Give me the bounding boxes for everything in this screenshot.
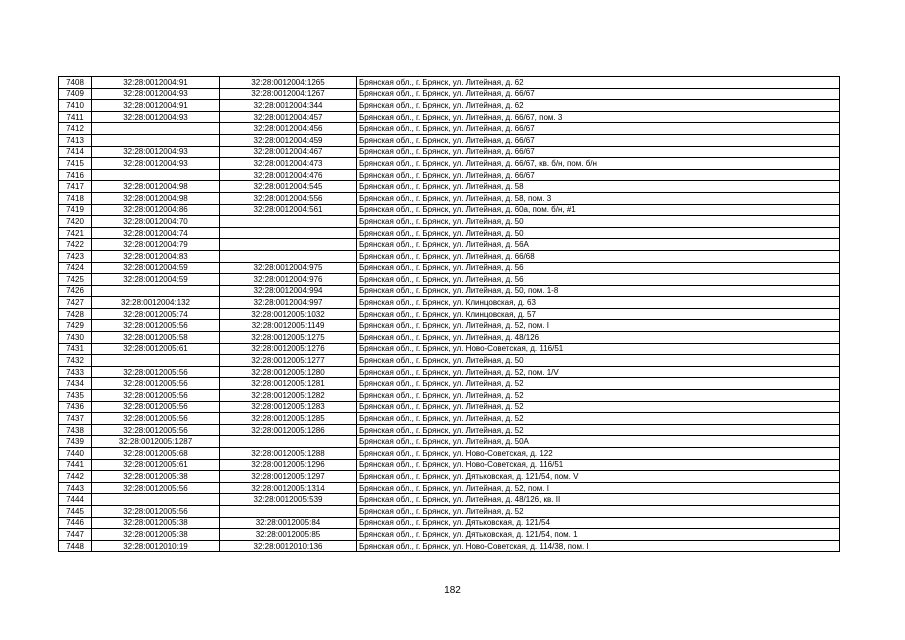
object-cadastral-number-cell: 32:28:0012005:85 xyxy=(220,529,357,541)
cadastral-number-cell: 32:28:0012005:56 xyxy=(92,366,220,378)
table-row xyxy=(59,308,840,320)
address-cell: Брянская обл., г. Брянск, ул. Литейная, д. 52 xyxy=(357,401,840,413)
address-cell: Брянская обл., г. Брянск, ул. Литейная, д. 48/126 xyxy=(357,332,840,344)
table-row xyxy=(59,100,840,112)
row-number-cell: 7437 xyxy=(59,413,92,425)
object-cadastral-number-cell xyxy=(220,436,357,448)
table-row xyxy=(59,355,840,367)
table-row xyxy=(59,123,840,135)
cadastral-number-cell xyxy=(92,169,220,181)
table-row xyxy=(59,227,840,239)
row-number-cell: 7436 xyxy=(59,401,92,413)
cadastral-number-cell: 32:28:0012004:59 xyxy=(92,274,220,286)
row-number-cell: 7411 xyxy=(59,111,92,123)
object-cadastral-number-cell: 32:28:0012005:539 xyxy=(220,494,357,506)
address-cell: Брянская обл., г. Брянск, ул. Литейная, д. 66/67, кв. б/н, пом. б/н xyxy=(357,158,840,170)
table-row xyxy=(59,529,840,541)
address-cell: Брянская обл., г. Брянск, ул. Ново-Советская, д. 114/38, пом. I xyxy=(357,540,840,552)
object-cadastral-number-cell: 32:28:0012005:1277 xyxy=(220,355,357,367)
object-cadastral-number-cell: 32:28:0012005:1280 xyxy=(220,366,357,378)
address-cell: Брянская обл., г. Брянск, ул. Литейная, д. 52 xyxy=(357,390,840,402)
cadastral-number-cell: 32:28:0012004:93 xyxy=(92,158,220,170)
row-number-cell: 7429 xyxy=(59,320,92,332)
address-cell: Брянская обл., г. Брянск, ул. Литейная, д. 48/126, кв. II xyxy=(357,494,840,506)
object-cadastral-number-cell: 32:28:0012004:1267 xyxy=(220,88,357,100)
table-row xyxy=(59,111,840,123)
cadastral-number-cell: 32:28:0012004:98 xyxy=(92,181,220,193)
address-cell: Брянская обл., г. Брянск, ул. Литейная, д. 58, пом. 3 xyxy=(357,192,840,204)
address-cell: Брянская обл., г. Брянск, ул. Литейная, д. 56А xyxy=(357,239,840,251)
cadastral-number-cell xyxy=(92,134,220,146)
object-cadastral-number-cell: 32:28:0012005:1275 xyxy=(220,332,357,344)
address-cell: Брянская обл., г. Брянск, ул. Литейная, д. 60а, пом. б/н, #1 xyxy=(357,204,840,216)
table-row xyxy=(59,216,840,228)
table-row xyxy=(59,88,840,100)
address-cell: Брянская обл., г. Брянск, ул. Литейная, д. 66/67 xyxy=(357,146,840,158)
table-row xyxy=(59,390,840,402)
address-cell: Брянская обл., г. Брянск, ул. Литейная, д. 56 xyxy=(357,274,840,286)
row-number-cell: 7431 xyxy=(59,343,92,355)
row-number-cell: 7421 xyxy=(59,227,92,239)
row-number-cell: 7417 xyxy=(59,181,92,193)
registry-table-body xyxy=(59,77,840,552)
object-cadastral-number-cell: 32:28:0012005:1285 xyxy=(220,413,357,425)
address-cell: Брянская обл., г. Брянск, ул. Литейная, д. 50 xyxy=(357,227,840,239)
table-row xyxy=(59,540,840,552)
object-cadastral-number-cell: 32:28:0012004:473 xyxy=(220,158,357,170)
cadastral-number-cell: 32:28:0012005:38 xyxy=(92,529,220,541)
address-cell: Брянская обл., г. Брянск, ул. Клинцовская, д. 63 xyxy=(357,297,840,309)
cadastral-number-cell xyxy=(92,285,220,297)
cadastral-number-cell: 32:28:0012004:93 xyxy=(92,111,220,123)
table-row xyxy=(59,413,840,425)
table-row xyxy=(59,471,840,483)
row-number-cell: 7416 xyxy=(59,169,92,181)
address-cell: Брянская обл., г. Брянск, ул. Литейная, д. 52 xyxy=(357,413,840,425)
object-cadastral-number-cell: 32:28:0012004:456 xyxy=(220,123,357,135)
row-number-cell: 7435 xyxy=(59,390,92,402)
object-cadastral-number-cell: 32:28:0012005:1281 xyxy=(220,378,357,390)
address-cell: Брянская обл., г. Брянск, ул. Литейная, д. 66/67 xyxy=(357,123,840,135)
table-row xyxy=(59,459,840,471)
row-number-cell: 7413 xyxy=(59,134,92,146)
table-row xyxy=(59,192,840,204)
address-cell: Брянская обл., г. Брянск, ул. Дятьковская, д. 121/54, пом. 1 xyxy=(357,529,840,541)
object-cadastral-number-cell: 32:28:0012004:561 xyxy=(220,204,357,216)
object-cadastral-number-cell: 32:28:0012004:994 xyxy=(220,285,357,297)
row-number-cell: 7440 xyxy=(59,448,92,460)
object-cadastral-number-cell: 32:28:0012004:476 xyxy=(220,169,357,181)
cadastral-number-cell: 32:28:0012005:74 xyxy=(92,308,220,320)
object-cadastral-number-cell: 32:28:0012005:1282 xyxy=(220,390,357,402)
table-row xyxy=(59,366,840,378)
address-cell: Брянская обл., г. Брянск, ул. Литейная, д. 52 xyxy=(357,505,840,517)
row-number-cell: 7426 xyxy=(59,285,92,297)
object-cadastral-number-cell: 32:28:0012004:457 xyxy=(220,111,357,123)
page-number: 182 xyxy=(444,585,461,596)
address-cell: Брянская обл., г. Брянск, ул. Дятьковская, д. 121/54, пом. V xyxy=(357,471,840,483)
table-row xyxy=(59,285,840,297)
table-row xyxy=(59,482,840,494)
table-row xyxy=(59,436,840,448)
row-number-cell: 7434 xyxy=(59,378,92,390)
table-row xyxy=(59,401,840,413)
cadastral-number-cell: 32:28:0012004:79 xyxy=(92,239,220,251)
cadastral-number-cell xyxy=(92,123,220,135)
object-cadastral-number-cell: 32:28:0012005:1288 xyxy=(220,448,357,460)
address-cell: Брянская обл., г. Брянск, ул. Литейная, д. 52, пом. I xyxy=(357,482,840,494)
address-cell: Брянская обл., г. Брянск, ул. Литейная, д. 62 xyxy=(357,77,840,89)
table-row xyxy=(59,343,840,355)
object-cadastral-number-cell: 32:28:0012004:459 xyxy=(220,134,357,146)
address-cell: Брянская обл., г. Брянск, ул. Литейная, д. 52 xyxy=(357,378,840,390)
row-number-cell: 7444 xyxy=(59,494,92,506)
address-cell: Брянская обл., г. Брянск, ул. Ново-Советская, д. 122 xyxy=(357,448,840,460)
row-number-cell: 7412 xyxy=(59,123,92,135)
row-number-cell: 7408 xyxy=(59,77,92,89)
object-cadastral-number-cell xyxy=(220,505,357,517)
row-number-cell: 7438 xyxy=(59,424,92,436)
table-row xyxy=(59,77,840,89)
table-row xyxy=(59,332,840,344)
row-number-cell: 7425 xyxy=(59,274,92,286)
object-cadastral-number-cell: 32:28:0012005:1296 xyxy=(220,459,357,471)
cadastral-number-cell: 32:28:0012004:83 xyxy=(92,250,220,262)
cadastral-number-cell: 32:28:0012005:38 xyxy=(92,517,220,529)
row-number-cell: 7409 xyxy=(59,88,92,100)
cadastral-number-cell: 32:28:0012005:56 xyxy=(92,482,220,494)
object-cadastral-number-cell: 32:28:0012005:1286 xyxy=(220,424,357,436)
address-cell: Брянская обл., г. Брянск, ул. Дятьковская, д. 121/54 xyxy=(357,517,840,529)
address-cell: Брянская обл., г. Брянск, ул. Литейная, д. 50 xyxy=(357,355,840,367)
object-cadastral-number-cell xyxy=(220,250,357,262)
address-cell: Брянская обл., г. Брянск, ул. Клинцовская, д. 57 xyxy=(357,308,840,320)
object-cadastral-number-cell: 32:28:0012005:1149 xyxy=(220,320,357,332)
table-row xyxy=(59,378,840,390)
object-cadastral-number-cell xyxy=(220,216,357,228)
object-cadastral-number-cell: 32:28:0012004:997 xyxy=(220,297,357,309)
cadastral-number-cell: 32:28:0012005:1287 xyxy=(92,436,220,448)
cadastral-number-cell: 32:28:0012004:91 xyxy=(92,100,220,112)
row-number-cell: 7424 xyxy=(59,262,92,274)
cadastral-number-cell: 32:28:0012005:56 xyxy=(92,378,220,390)
cadastral-number-cell: 32:28:0012005:56 xyxy=(92,401,220,413)
table-row xyxy=(59,134,840,146)
object-cadastral-number-cell: 32:28:0012005:84 xyxy=(220,517,357,529)
row-number-cell: 7428 xyxy=(59,308,92,320)
address-cell: Брянская обл., г. Брянск, ул. Литейная, д. 50, пом. 1-8 xyxy=(357,285,840,297)
object-cadastral-number-cell: 32:28:0012004:545 xyxy=(220,181,357,193)
table-row xyxy=(59,424,840,436)
object-cadastral-number-cell: 32:28:0012010:136 xyxy=(220,540,357,552)
address-cell: Брянская обл., г. Брянск, ул. Ново-Советская, д. 116/51 xyxy=(357,459,840,471)
row-number-cell: 7418 xyxy=(59,192,92,204)
address-cell: Брянская обл., г. Брянск, ул. Литейная, д. 50 xyxy=(357,216,840,228)
table-row xyxy=(59,274,840,286)
row-number-cell: 7423 xyxy=(59,250,92,262)
row-number-cell: 7410 xyxy=(59,100,92,112)
table-row xyxy=(59,239,840,251)
cadastral-number-cell: 32:28:0012005:56 xyxy=(92,505,220,517)
row-number-cell: 7445 xyxy=(59,505,92,517)
cadastral-number-cell: 32:28:0012005:61 xyxy=(92,459,220,471)
object-cadastral-number-cell: 32:28:0012005:1276 xyxy=(220,343,357,355)
row-number-cell: 7414 xyxy=(59,146,92,158)
object-cadastral-number-cell: 32:28:0012004:344 xyxy=(220,100,357,112)
cadastral-number-cell: 32:28:0012004:93 xyxy=(92,88,220,100)
address-cell: Брянская обл., г. Брянск, ул. Литейная, д. 66/68 xyxy=(357,250,840,262)
table-row xyxy=(59,320,840,332)
object-cadastral-number-cell: 32:28:0012004:467 xyxy=(220,146,357,158)
row-number-cell: 7430 xyxy=(59,332,92,344)
object-cadastral-number-cell: 32:28:0012004:1265 xyxy=(220,77,357,89)
cadastral-number-cell: 32:28:0012004:132 xyxy=(92,297,220,309)
object-cadastral-number-cell: 32:28:0012004:976 xyxy=(220,274,357,286)
row-number-cell: 7432 xyxy=(59,355,92,367)
cadastral-number-cell: 32:28:0012004:86 xyxy=(92,204,220,216)
row-number-cell: 7422 xyxy=(59,239,92,251)
row-number-cell: 7415 xyxy=(59,158,92,170)
cadastral-number-cell: 32:28:0012004:74 xyxy=(92,227,220,239)
table-row xyxy=(59,169,840,181)
address-cell: Брянская обл., г. Брянск, ул. Литейная, д. 52, пом. 1/V xyxy=(357,366,840,378)
table-row xyxy=(59,517,840,529)
row-number-cell: 7448 xyxy=(59,540,92,552)
table-row xyxy=(59,505,840,517)
object-cadastral-number-cell: 32:28:0012004:556 xyxy=(220,192,357,204)
table-row xyxy=(59,494,840,506)
cadastral-number-cell: 32:28:0012005:38 xyxy=(92,471,220,483)
row-number-cell: 7446 xyxy=(59,517,92,529)
table-row xyxy=(59,181,840,193)
cadastral-number-cell: 32:28:0012004:70 xyxy=(92,216,220,228)
address-cell: Брянская обл., г. Брянск, ул. Литейная, д. 66/67 xyxy=(357,169,840,181)
cadastral-number-cell: 32:28:0012010:19 xyxy=(92,540,220,552)
row-number-cell: 7441 xyxy=(59,459,92,471)
address-cell: Брянская обл., г. Брянск, ул. Литейная, д. 50А xyxy=(357,436,840,448)
address-cell: Брянская обл., г. Брянск, ул. Литейная, д. 58 xyxy=(357,181,840,193)
table-row xyxy=(59,448,840,460)
object-cadastral-number-cell xyxy=(220,227,357,239)
cadastral-number-cell: 32:28:0012004:91 xyxy=(92,77,220,89)
cadastral-number-cell xyxy=(92,494,220,506)
address-cell: Брянская обл., г. Брянск, ул. Литейная, д. 52, пом. I xyxy=(357,320,840,332)
address-cell: Брянская обл., г. Брянск, ул. Литейная, д. 56 xyxy=(357,262,840,274)
object-cadastral-number-cell xyxy=(220,239,357,251)
address-cell: Брянская обл., г. Брянск, ул. Ново-Советская, д. 116/51 xyxy=(357,343,840,355)
table-row xyxy=(59,262,840,274)
row-number-cell: 7427 xyxy=(59,297,92,309)
cadastral-number-cell xyxy=(92,355,220,367)
cadastral-number-cell: 32:28:0012005:56 xyxy=(92,390,220,402)
table-row xyxy=(59,250,840,262)
address-cell: Брянская обл., г. Брянск, ул. Литейная, д. 66/67, пом. 3 xyxy=(357,111,840,123)
object-cadastral-number-cell: 32:28:0012005:1297 xyxy=(220,471,357,483)
table-row xyxy=(59,204,840,216)
cadastral-number-cell: 32:28:0012005:56 xyxy=(92,413,220,425)
address-cell: Брянская обл., г. Брянск, ул. Литейная, д. 66/67 xyxy=(357,134,840,146)
row-number-cell: 7419 xyxy=(59,204,92,216)
table-row xyxy=(59,297,840,309)
object-cadastral-number-cell: 32:28:0012005:1314 xyxy=(220,482,357,494)
address-cell: Брянская обл., г. Брянск, ул. Литейная, д. 62 xyxy=(357,100,840,112)
row-number-cell: 7442 xyxy=(59,471,92,483)
registry-table xyxy=(58,76,840,552)
cadastral-number-cell: 32:28:0012005:56 xyxy=(92,320,220,332)
row-number-cell: 7439 xyxy=(59,436,92,448)
table-row xyxy=(59,158,840,170)
row-number-cell: 7443 xyxy=(59,482,92,494)
cadastral-number-cell: 32:28:0012004:98 xyxy=(92,192,220,204)
cadastral-number-cell: 32:28:0012005:68 xyxy=(92,448,220,460)
row-number-cell: 7420 xyxy=(59,216,92,228)
cadastral-number-cell: 32:28:0012005:58 xyxy=(92,332,220,344)
row-number-cell: 7433 xyxy=(59,366,92,378)
cadastral-number-cell: 32:28:0012005:61 xyxy=(92,343,220,355)
row-number-cell: 7447 xyxy=(59,529,92,541)
cadastral-number-cell: 32:28:0012005:56 xyxy=(92,424,220,436)
cadastral-number-cell: 32:28:0012004:93 xyxy=(92,146,220,158)
cadastral-number-cell: 32:28:0012004:59 xyxy=(92,262,220,274)
table-row xyxy=(59,146,840,158)
address-cell: Брянская обл., г. Брянск, ул. Литейная, д. 52 xyxy=(357,424,840,436)
object-cadastral-number-cell: 32:28:0012005:1032 xyxy=(220,308,357,320)
object-cadastral-number-cell: 32:28:0012004:975 xyxy=(220,262,357,274)
address-cell: Брянская обл., г. Брянск, ул. Литейная, д. 66/67 xyxy=(357,88,840,100)
object-cadastral-number-cell: 32:28:0012005:1283 xyxy=(220,401,357,413)
